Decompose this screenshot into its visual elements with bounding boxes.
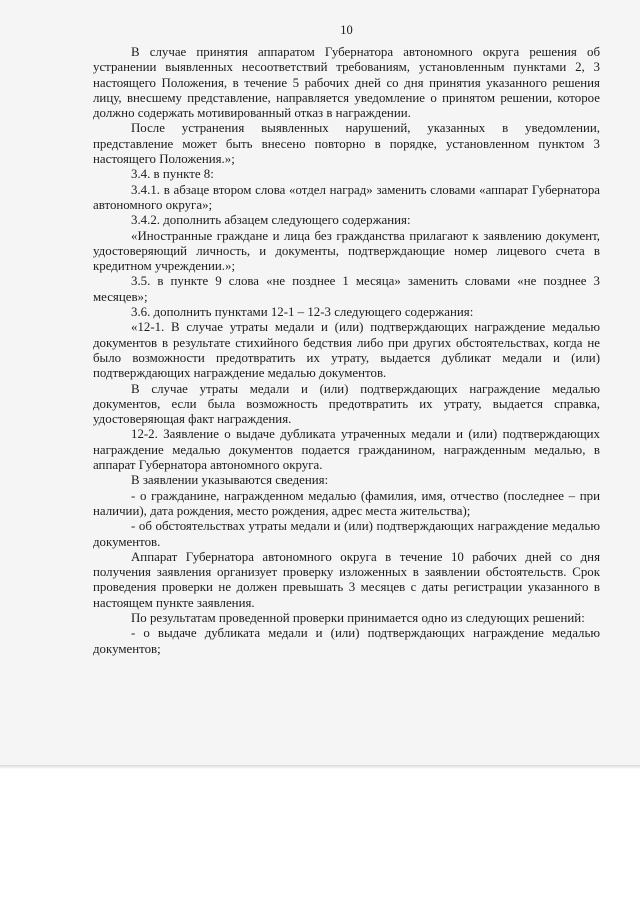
paragraph: - о выдаче дубликата медали и (или) подтверждающих награждение медалью документов; bbox=[93, 626, 600, 656]
paragraph: «12-1. В случае утраты медали и (или) подтверждающих награждение медалью документов в результате стихийного бедствия либо при других обстоятельствах, когда не было возможности предотвратить их утрату, выдается дубликат медали и (или) подтверждающих награждение медалью документов. bbox=[93, 320, 600, 381]
page-number: 10 bbox=[340, 23, 353, 37]
paragraph: По результатам проведенной проверки принимается одно из следующих решений: bbox=[131, 610, 585, 625]
paragraph: 3.4.2. дополнить абзацем следующего содержания: bbox=[131, 213, 411, 228]
paragraph: 3.4. в пункте 8: bbox=[131, 167, 214, 182]
paragraph: «Иностранные граждане и лица без гражданства прилагают к заявлению документ, удостоверяющий личность, и документы, подтверждающие номер лицевого счета в кредитном учреждении.»; bbox=[93, 228, 600, 274]
paragraph: 3.4.1. в абзаце втором слова «отдел наград» заменить словами «аппарат Губернатора автономного округа»; bbox=[93, 182, 600, 212]
paragraph: В заявлении указываются сведения: bbox=[131, 473, 329, 488]
paragraph: В случае принятия аппаратом Губернатора автономного округа решения об устранении выявленных несоответствий требованиям, установленным пунктами 2, 3 настоящего Положения, в течение 5 рабочих дней со дня принятия указанного решения лицу, внесшему представление, направляется уведомление о принятом решении, которое должно содержать мотивированный отказ в награждении. bbox=[93, 45, 600, 121]
paragraph: 3.6. дополнить пунктами 12-1 – 12-3 следующего содержания: bbox=[131, 305, 474, 320]
paragraph: 12-2. Заявление о выдаче дубликата утраченных медали и (или) подтверждающих награждение медалью документов подается гражданином, награжденным медалью, в аппарат Губернатора автономного округа. bbox=[93, 427, 600, 473]
paragraph: 3.5. в пункте 9 слова «не позднее 1 месяца» заменить словами «не позднее 3 месяцев»; bbox=[93, 274, 600, 304]
document-body bbox=[93, 22, 600, 657]
scan-edge-divider bbox=[0, 765, 640, 769]
paragraph: - о гражданине, награжденном медалью (фамилия, имя, отчество (последнее – при наличии), дата рождения, место рождения, адрес места жительства); bbox=[93, 488, 600, 518]
paragraph: Аппарат Губернатора автономного округа в течение 10 рабочих дней со дня получения заявления организует проверку изложенных в заявлении обстоятельств. Срок проведения проверки не должен превышать 3 месяцев с даты регистрации указанного в настоящем пункте заявления. bbox=[93, 549, 600, 610]
paragraph: В случае утраты медали и (или) подтверждающих награждение медалью документов, если была возможность предотвратить их утрату, выдается справка, удостоверяющая факт награждения. bbox=[93, 381, 600, 427]
paragraph: После устранения выявленных нарушений, указанных в уведомлении, представление может быть внесено повторно в порядке, установленном пунктом 3 настоящего Положения.»; bbox=[93, 121, 600, 167]
paragraph: - об обстоятельствах утраты медали и (или) подтверждающих награждение медалью документов. bbox=[93, 519, 600, 549]
